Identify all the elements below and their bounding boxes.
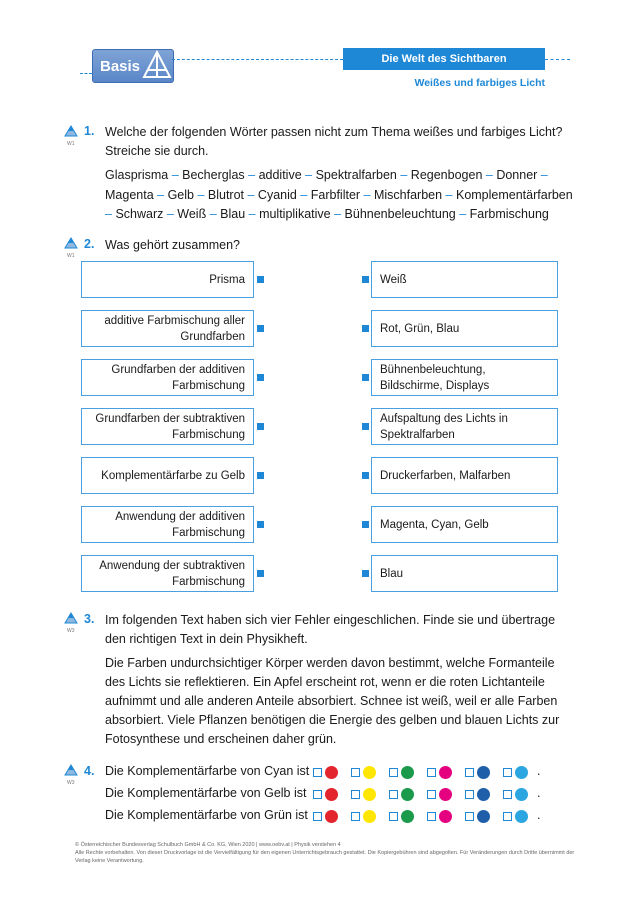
word-item[interactable]: Regenbogen: [410, 168, 483, 182]
magenta-checkbox[interactable]: [427, 790, 436, 799]
connector-square[interactable]: [362, 325, 369, 332]
magenta-color-dot: [439, 766, 452, 779]
word-separator: –: [482, 168, 497, 182]
q4-number: 4.: [84, 764, 95, 778]
cyan-color-dot: [515, 788, 528, 801]
difficulty-triangle-icon: [64, 612, 78, 624]
yellow-color-dot: [363, 788, 376, 801]
connector-square[interactable]: [257, 521, 264, 528]
difficulty-triangle-icon: [64, 237, 78, 249]
green-checkbox[interactable]: [389, 790, 398, 799]
connector-square[interactable]: [362, 374, 369, 381]
q3-level: W3: [67, 628, 75, 634]
match-right-box[interactable]: Magenta, Cyan, Gelb: [371, 506, 558, 543]
magenta-color-dot: [439, 810, 452, 823]
difficulty-triangle-icon: [64, 764, 78, 776]
yellow-color-dot: [363, 810, 376, 823]
word-separator: –: [296, 187, 311, 202]
match-left-box[interactable]: Grundfarben der additiven Farbmischung: [81, 359, 254, 396]
word-item[interactable]: Glasprisma: [105, 168, 169, 182]
word-item[interactable]: Spektralfarben: [315, 168, 397, 182]
word-item[interactable]: Becherglas: [182, 168, 245, 182]
green-color-dot: [401, 810, 414, 823]
header-dash-left: [80, 73, 92, 74]
green-color-dot: [401, 788, 414, 801]
match-left-box[interactable]: Anwendung der subtraktiven Farbmischung: [81, 555, 254, 592]
match-left-box[interactable]: Komplementärfarbe zu Gelb: [81, 457, 254, 494]
word-separator: –: [153, 187, 168, 202]
match-right-box[interactable]: Aufspaltung des Lichts in Spektralfarben: [371, 408, 558, 445]
word-separator: –: [455, 207, 470, 221]
word-separator: –: [301, 168, 316, 182]
word-separator: –: [442, 187, 456, 202]
color-question-row: Die Komplementärfarbe von Cyan ist: [105, 764, 310, 778]
color-question-row: Die Komplementärfarbe von Grün ist: [105, 808, 308, 822]
match-right-box[interactable]: Rot, Grün, Blau: [371, 310, 558, 347]
red-color-dot: [325, 766, 338, 779]
connector-square[interactable]: [257, 276, 264, 283]
connector-square[interactable]: [257, 472, 264, 479]
logo-text: Basis: [100, 58, 141, 75]
magenta-color-dot: [439, 788, 452, 801]
word-item[interactable]: Bühnenbeleuchtung: [344, 207, 456, 221]
word-separator: –: [330, 207, 345, 221]
blue-checkbox[interactable]: [465, 768, 474, 777]
yellow-checkbox[interactable]: [351, 790, 360, 799]
word-item[interactable]: Weiß: [177, 207, 207, 221]
color-question-row: Die Komplementärfarbe von Gelb ist: [105, 786, 307, 800]
magenta-checkbox[interactable]: [427, 768, 436, 777]
connector-square[interactable]: [362, 472, 369, 479]
connector-square[interactable]: [362, 276, 369, 283]
word-item[interactable]: multiplikative: [259, 207, 331, 221]
match-left-box[interactable]: Anwendung der additiven Farbmischung: [81, 506, 254, 543]
word-separator: –: [244, 187, 258, 202]
word-separator: –: [360, 187, 374, 202]
green-checkbox[interactable]: [389, 812, 398, 821]
footer-copyright: © Österreichischer Bundesverlag Schulbuch GmbH & Co. KG, Wien 2020 | www.oebv.at | Physik verstehen 4: [75, 842, 341, 848]
green-checkbox[interactable]: [389, 768, 398, 777]
word-separator: –: [168, 168, 183, 182]
magenta-checkbox[interactable]: [427, 812, 436, 821]
q1-number: 1.: [84, 124, 95, 138]
blue-color-dot: [477, 810, 490, 823]
word-item[interactable]: Komplementärfarben: [455, 187, 573, 202]
word-item[interactable]: Blutrot: [207, 187, 245, 202]
green-color-dot: [401, 766, 414, 779]
word-item[interactable]: Farbmischung: [469, 207, 549, 221]
word-separator: –: [163, 207, 178, 221]
match-right-box[interactable]: Druckerfarben, Malfarben: [371, 457, 558, 494]
footer: [75, 841, 575, 865]
word-item[interactable]: additive: [258, 168, 302, 182]
row-period: .: [537, 786, 541, 800]
word-item[interactable]: Mischfarben: [373, 187, 443, 202]
q2-level: W1: [67, 253, 75, 259]
section-subtitle: Weißes und farbiges Licht: [414, 77, 545, 89]
yellow-checkbox[interactable]: [351, 768, 360, 777]
red-color-dot: [325, 788, 338, 801]
connector-square[interactable]: [362, 521, 369, 528]
word-item[interactable]: Gelb: [167, 187, 194, 202]
cyan-checkbox[interactable]: [503, 790, 512, 799]
blue-checkbox[interactable]: [465, 812, 474, 821]
yellow-color-dot: [363, 766, 376, 779]
q2-text: Was gehört zusammen?: [105, 238, 241, 252]
word-separator: –: [193, 187, 208, 202]
red-color-dot: [325, 810, 338, 823]
red-checkbox[interactable]: [313, 768, 322, 777]
connector-square[interactable]: [257, 325, 264, 332]
footer-rights: Alle Rechte vorbehalten. Von dieser Druckvorlage ist die Vervielfältigung für den eigenen Unterrichtsgebrauch gestattet. Die Kopiergebühren sind abgegolten. Für Veränderungen durch Dritte übernimmt der Verlag keine Verantwortung.: [75, 850, 575, 864]
connector-square[interactable]: [257, 374, 264, 381]
match-left-box[interactable]: Grundfarben der subtraktiven Farbmischung: [81, 408, 254, 445]
red-checkbox[interactable]: [313, 790, 322, 799]
q1-level: W1: [67, 141, 75, 147]
match-left-box[interactable]: Prisma: [81, 261, 254, 298]
word-separator: –: [537, 168, 548, 182]
blue-color-dot: [477, 788, 490, 801]
cyan-color-dot: [515, 766, 528, 779]
chapter-title: Die Welt des Sichtbaren: [343, 48, 545, 70]
word-item[interactable]: Donner: [496, 168, 538, 182]
word-item[interactable]: Farbfilter: [310, 187, 361, 202]
header-dash: [172, 59, 343, 60]
difficulty-triangle-icon: [64, 125, 78, 137]
yellow-checkbox[interactable]: [351, 812, 360, 821]
q3-text: Im folgenden Text haben sich vier Fehler eingeschlichen. Finde sie und übertrage den richtigen Text in dein Physikheft.: [105, 613, 556, 646]
q3-number: 3.: [84, 612, 95, 626]
word-item[interactable]: Schwarz: [115, 207, 164, 221]
q2-number: 2.: [84, 237, 95, 251]
match-right-box[interactable]: Bühnenbeleuchtung, Bildschirme, Displays: [371, 359, 558, 396]
triangle-logo-icon: [142, 49, 172, 81]
connector-square[interactable]: [257, 570, 264, 577]
q4-level: W3: [67, 780, 75, 786]
word-item[interactable]: Blau: [220, 207, 246, 221]
word-separator: –: [206, 207, 221, 221]
q1-text: Welche der folgenden Wörter passen nicht zum Thema weißes und farbiges Licht? Streiche sie durch.: [105, 125, 563, 158]
word-separator: –: [105, 207, 116, 221]
match-right-box[interactable]: Weiß: [371, 261, 558, 298]
header-dash-end: [545, 59, 570, 60]
connector-square[interactable]: [362, 570, 369, 577]
red-checkbox[interactable]: [313, 812, 322, 821]
cyan-checkbox[interactable]: [503, 812, 512, 821]
row-period: .: [537, 764, 541, 778]
cyan-color-dot: [515, 810, 528, 823]
word-list: [105, 166, 575, 225]
word-separator: –: [244, 168, 259, 182]
blue-checkbox[interactable]: [465, 790, 474, 799]
row-period: .: [537, 808, 541, 822]
word-item[interactable]: Magenta: [105, 187, 154, 202]
match-right-box[interactable]: Blau: [371, 555, 558, 592]
word-item[interactable]: Cyanid: [257, 187, 297, 202]
match-left-box[interactable]: additive Farbmischung aller Grundfarben: [81, 310, 254, 347]
connector-square[interactable]: [362, 423, 369, 430]
error-paragraph: Die Farben undurchsichtiger Körper werden davon bestimmt, welche Formanteile des Lichts sie reflektieren. Ein Apfel erscheint rot, wenn er die roten Lichtanteile aufnimmt und alle anderen Anteile absorbiert. Schnee ist weiß, weil er alle Farben absorbiert. Viele Pflanzen benötigen die Energie des gelben und blauen Lichts zur Fotosynthese und erscheinen daher grün.: [105, 656, 560, 746]
word-separator: –: [396, 168, 411, 182]
cyan-checkbox[interactable]: [503, 768, 512, 777]
word-separator: –: [245, 207, 260, 221]
blue-color-dot: [477, 766, 490, 779]
connector-square[interactable]: [257, 423, 264, 430]
